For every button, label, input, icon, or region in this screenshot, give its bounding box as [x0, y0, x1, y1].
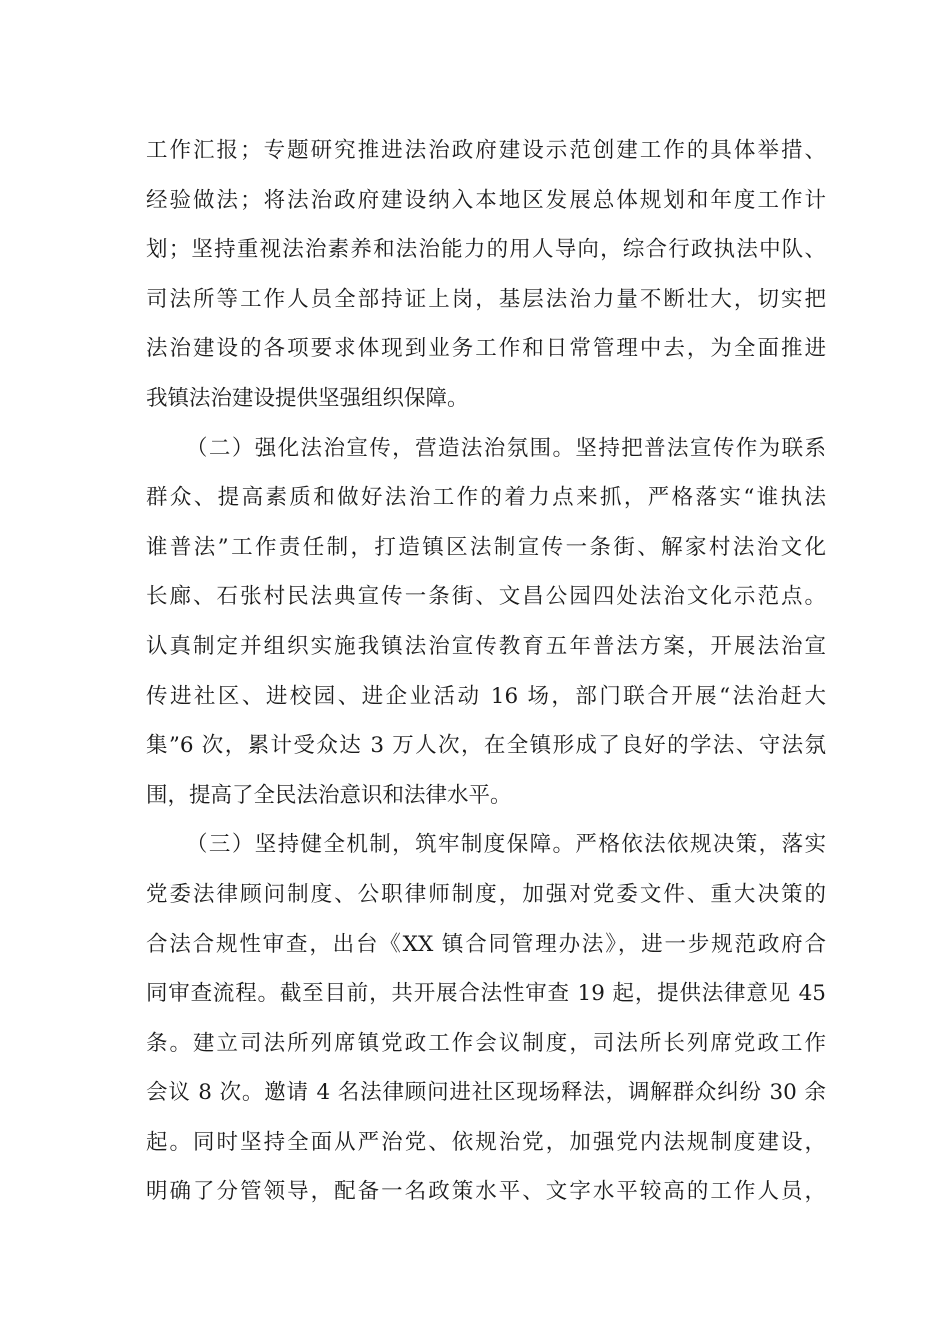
document-body: [146, 126, 826, 1217]
text-line: 合法合规性审查，出台《XX 镇合同管理办法》，进一步规范政府合: [146, 931, 826, 957]
text-line: 条。建立司法所列席镇党政工作会议制度，司法所长列席党政工作: [146, 1030, 826, 1056]
text-line: 集”6 次，累计受众达 3 万人次，在全镇形成了良好的学法、守法氛: [146, 733, 826, 759]
text-line: 谁普法”工作责任制，打造镇区法制宣传一条街、解家村法治文化: [146, 534, 826, 560]
text-line: 我镇法治建设提供坚强组织保障。: [146, 385, 469, 411]
text-line: 认真制定并组织实施我镇法治宣传教育五年普法方案，开展法治宣: [146, 633, 826, 659]
text-line: 长廊、石张村民法典宣传一条街、文昌公园四处法治文化示范点。: [146, 584, 826, 610]
text-line: 工作汇报；专题研究推进法治政府建设示范创建工作的具体举措、: [146, 138, 826, 163]
text-line: 党委法律顾问制度、公职律师制度，加强对党委文件、重大决策的: [146, 881, 826, 907]
text-line: 同审查流程。截至目前，共开展合法性审查 19 起，提供法律意见 45: [146, 981, 826, 1007]
text-line: 经验做法；将法治政府建设纳入本地区发展总体规划和年度工作计: [146, 187, 826, 213]
text-line: 明确了分管领导，配备一名政策水平、文字水平较高的工作人员，: [146, 1179, 826, 1205]
text-line: 传进社区、进校园、进企业活动 16 场，部门联合开展“法治赶大: [146, 683, 826, 709]
paragraph-start-line: （三）坚持健全机制，筑牢制度保障。严格依法依规决策，落实: [186, 832, 826, 858]
text-line: 法治建设的各项要求体现到业务工作和日常管理中去，为全面推进: [146, 336, 826, 362]
text-line: 划；坚持重视法治素养和法治能力的用人导向，综合行政执法中队、: [146, 237, 826, 263]
text-line: 围，提高了全民法治意识和法律水平。: [146, 782, 512, 808]
paragraph-start-line: （二）强化法治宣传，营造法治氛围。坚持把普法宣传作为联系: [186, 435, 826, 461]
text-line: 起。同时坚持全面从严治党、依规治党，加强党内法规制度建设，: [146, 1129, 826, 1155]
text-line: 会议 8 次。邀请 4 名法律顾问进社区现场释法，调解群众纠纷 30 余: [146, 1080, 826, 1106]
text-line: 司法所等工作人员全部持证上岗，基层法治力量不断壮大，切实把: [146, 286, 826, 312]
text-line: 群众、提高素质和做好法治工作的着力点来抓，严格落实“谁执法: [146, 485, 826, 511]
